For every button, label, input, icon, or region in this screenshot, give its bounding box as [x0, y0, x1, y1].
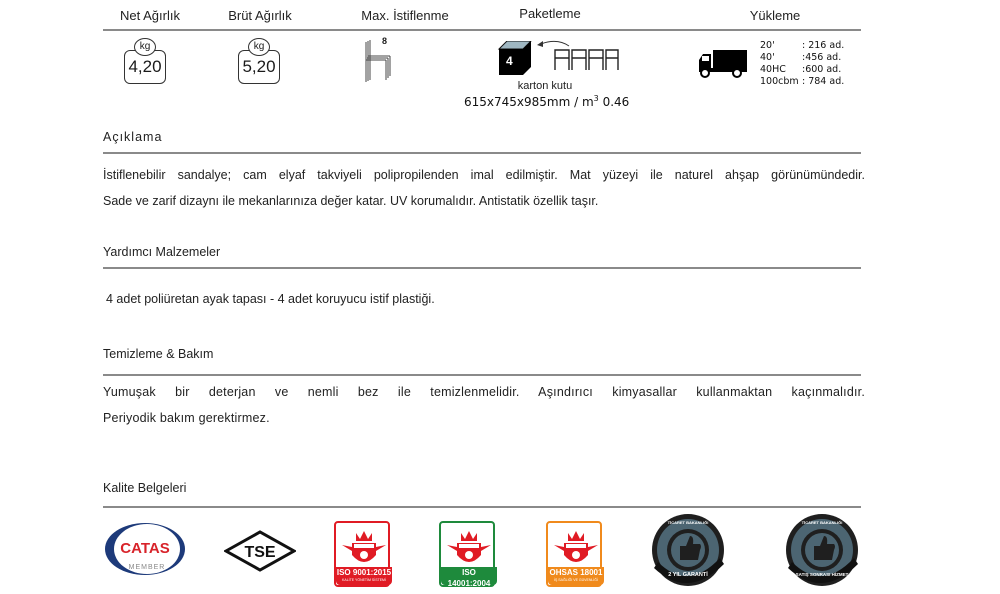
header-max-stacking: Max. İstiflenme [361, 8, 449, 23]
loading-table [760, 40, 844, 88]
dimensions-text: 615x745x985mm / m [464, 95, 594, 109]
catas-logo [104, 522, 186, 576]
chairs-into-box-icon [535, 38, 619, 72]
box-count: 4 [506, 54, 513, 68]
warranty-label: 2 YIL GARANTİ [668, 572, 708, 578]
section-divider [103, 152, 861, 154]
container-qty: : 216 ad. [802, 40, 845, 51]
container-qty: :456 ad. [802, 52, 842, 63]
ohsas-18001-logo [546, 521, 602, 587]
truck-icon [697, 48, 749, 78]
header-gross-weight: Brüt Ağırlık [228, 8, 292, 23]
cert-standard: ISO 9001:2015 [336, 568, 392, 577]
cert-standard: OHSAS 18001 [549, 568, 603, 577]
carton-dimensions [464, 94, 629, 109]
svg-text:TİCARET BAKANLIĞI: TİCARET BAKANLIĞI [801, 520, 843, 525]
section-title-care: Temizleme & Bakım [103, 347, 214, 361]
section-divider [103, 267, 861, 269]
description-text [103, 162, 865, 214]
ohsas-band [548, 567, 604, 585]
cert-subtitle: KALİTE YÖNETİM SİSTEMİ [342, 578, 386, 582]
tse-logo [224, 530, 296, 572]
accessories-text: 4 adet poliüretan ayak tapası - 4 adet koruyucu istif plastiği. [106, 292, 435, 306]
svg-text:TİCARET BAKANLIĞI: TİCARET BAKANLIĞI [667, 520, 709, 525]
carton-box-icon [497, 41, 533, 75]
container-qty: : 784 ad. [802, 76, 845, 87]
stacking-count: 8 [382, 36, 388, 46]
care-text [103, 379, 865, 431]
section-divider [103, 374, 861, 376]
iso-9001-logo [334, 521, 390, 587]
svg-text:CATAS: CATAS [120, 540, 170, 557]
svg-text:SATIŞ SONRASI HİZMET: SATIŞ SONRASI HİZMET [795, 572, 849, 577]
netsert-crest-icon [340, 527, 388, 571]
loading-row [760, 52, 844, 64]
dimensions-sup: 3 [593, 94, 599, 103]
svg-text:MEMBER: MEMBER [128, 564, 166, 571]
loading-row [760, 76, 844, 88]
kg-icon: kg [248, 38, 270, 56]
container-type: 20' [760, 40, 775, 51]
loading-row [760, 64, 844, 76]
header-net-weight: Net Ağırlık [120, 8, 180, 23]
gross-weight-value: 5,20 [238, 50, 280, 84]
iso-9001-band [336, 567, 392, 585]
dimensions-volume: 0.46 [598, 95, 630, 109]
loading-row [760, 40, 844, 52]
cert-standard: ISO 14001:2004 [447, 568, 491, 588]
header-packaging: Paketleme [519, 6, 581, 21]
gross-weight-badge [238, 38, 282, 94]
section-title-description: Açıklama [103, 130, 163, 144]
iso-14001-logo [439, 521, 495, 593]
description-line: İstiflenebilir sandalye; cam elyaf takviyeli polipropilenden imal edilmiştir. Mat yüzeyi ile naturel ahşap görünümündedir. [103, 168, 865, 182]
cert-subtitle: İŞ SAĞLIĞI VE GÜVENLİĞİ [554, 578, 598, 582]
spec-divider [103, 29, 861, 31]
kg-icon: kg [134, 38, 156, 56]
care-line: Periyodik bakım gerektirmez. [103, 411, 270, 425]
care-line: Yumuşak bir deterjan ve nemli bez ile temizlenmelidir. Aşındırıcı kimyasallar kullanmaktan kaçınmalıdır. [103, 385, 865, 399]
svg-text:TSE: TSE [244, 544, 276, 561]
net-weight-badge [124, 38, 168, 94]
container-qty: :600 ad. [802, 64, 842, 75]
container-type: 40HC [760, 64, 786, 75]
carton-label: karton kutu [517, 80, 573, 92]
iso-14001-band [441, 567, 497, 593]
description-line: Sade ve zarif dizaynı ile mekanlarınıza değer katar. UV korumalıdır. Antistatik özellik taşır. [103, 194, 599, 208]
section-title-accessories: Yardımcı Malzemeler [103, 245, 221, 259]
stacked-chairs-icon [362, 38, 402, 86]
container-type: 40' [760, 52, 775, 63]
section-divider [103, 506, 861, 508]
net-weight-value: 4,20 [124, 50, 166, 84]
container-type: 100cbm [760, 76, 799, 87]
header-loading: Yükleme [749, 8, 801, 23]
cert-subtitle: ÇEVRE YÖNETİM SİSTEMİ [447, 589, 491, 593]
section-title-certificates: Kalite Belgeleri [103, 481, 187, 495]
after-sales-badge [784, 512, 860, 588]
netsert-crest-icon [552, 527, 600, 571]
warranty-badge [650, 512, 726, 588]
netsert-crest-icon [445, 527, 493, 571]
